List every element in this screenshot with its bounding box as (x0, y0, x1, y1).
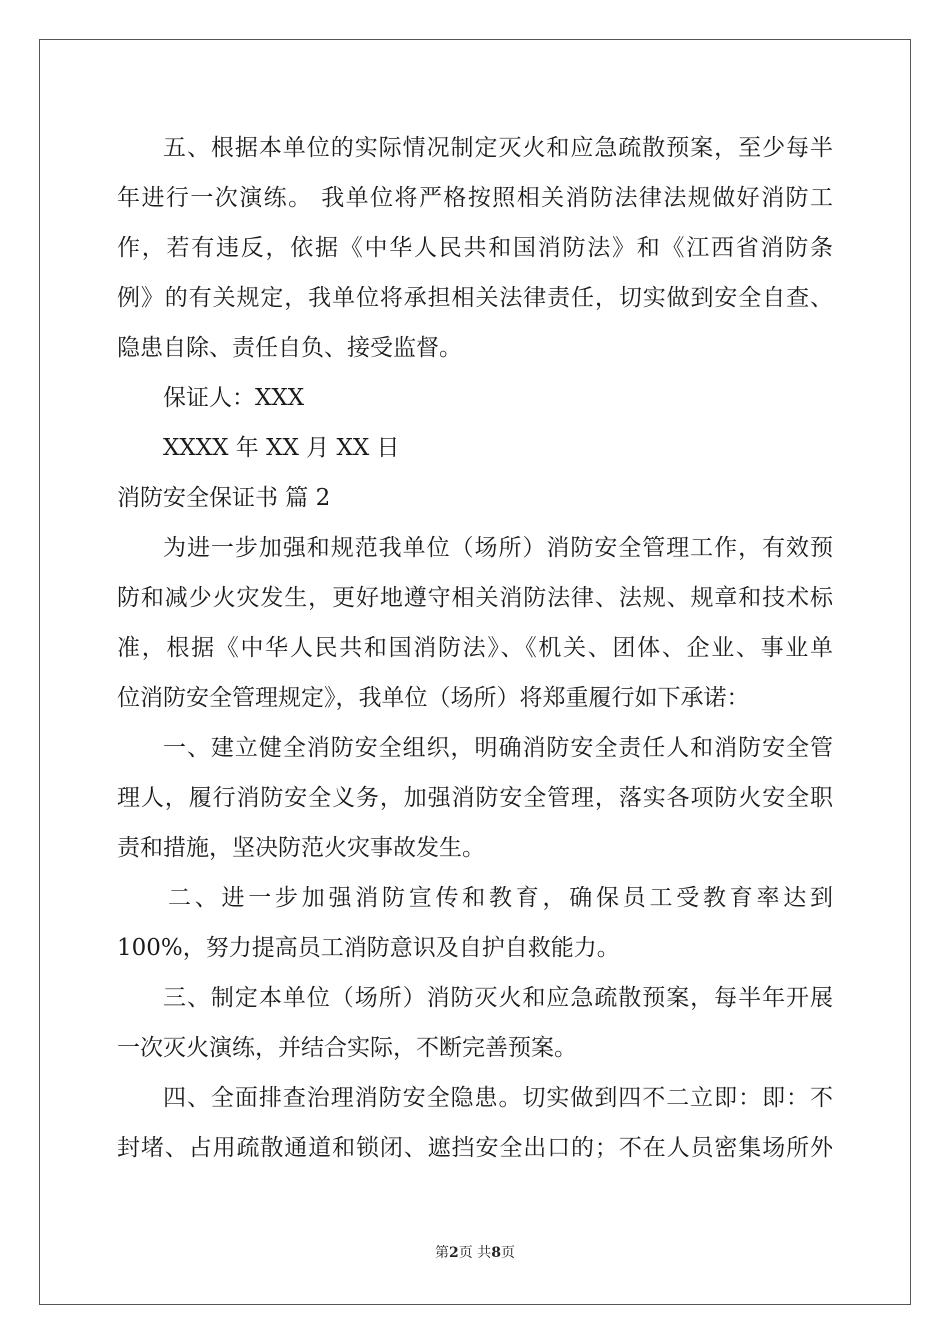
page-border (39, 39, 911, 1305)
page-footer (0, 1244, 950, 1262)
paragraph-line: 五、根据本单位的实际情况制定灭火和应急疏散预案，至少每半 (163, 135, 833, 161)
paragraph-line: 为进一步加强和规范我单位（场所）消防安全管理工作，有效预 (163, 535, 833, 561)
footer-suffix: 页 (500, 1245, 515, 1261)
paragraph-line: 位消防安全管理规定》，我单位（场所）将郑重履行如下承诺： (117, 685, 750, 711)
paragraph-line: 100%，努力提高员工消防意识及自护自救能力。 (117, 935, 620, 961)
paragraph-line: 作，若有违反，依据《中华人民共和国消防法》和《江西省消防条 (117, 235, 833, 261)
paragraph-line: 封堵、占用疏散通道和锁闭、遮挡安全出口的；不在人员密集场所外 (117, 1135, 833, 1161)
section-title: 消防安全保证书 篇 2 (117, 485, 331, 511)
paragraph-line: 例》的有关规定，我单位将承担相关法律责任，切实做到安全自查、 (117, 285, 833, 311)
paragraph-line: 理人，履行消防安全义务，加强消防安全管理，落实各项防火安全职 (117, 785, 833, 811)
footer-total-pages: 8 (491, 1245, 501, 1261)
paragraph-line: 三、制定本单位（场所）消防灭火和应急疏散预案，每半年开展 (163, 985, 833, 1011)
paragraph-line: 年进行一次演练。 我单位将严格按照相关消防法律法规做好消防工 (117, 185, 833, 211)
paragraph-line: 二、进一步加强消防宣传和教育，确保员工受教育率达到 (168, 885, 833, 911)
footer-current-page: 2 (449, 1245, 459, 1261)
paragraph-line: 防和减少火灾发生，更好地遵守相关消防法律、法规、规章和技术标 (117, 585, 833, 611)
paragraph-line: 一次灭火演练，并结合实际，不断完善预案。 (117, 1035, 577, 1061)
guarantor-line: 保证人：XXX (163, 385, 305, 411)
paragraph-line: 一、建立健全消防安全组织，明确消防安全责任人和消防安全管 (163, 735, 833, 761)
paragraph-line: 四、全面排查治理消防安全隐患。切实做到四不二立即：即：不 (163, 1085, 833, 1111)
footer-mid: 页 共 (458, 1245, 492, 1261)
paragraph-line: 隐患自除、责任自负、接受监督。 (117, 335, 462, 361)
paragraph-line: 准，根据《中华人民共和国消防法》、《机关、团体、企业、事业单 (117, 635, 833, 661)
footer-prefix: 第 (435, 1245, 450, 1261)
date-line: XXXX 年 XX 月 XX 日 (163, 435, 400, 461)
paragraph-line: 责和措施，坚决防范火灾事故发生。 (117, 835, 485, 861)
